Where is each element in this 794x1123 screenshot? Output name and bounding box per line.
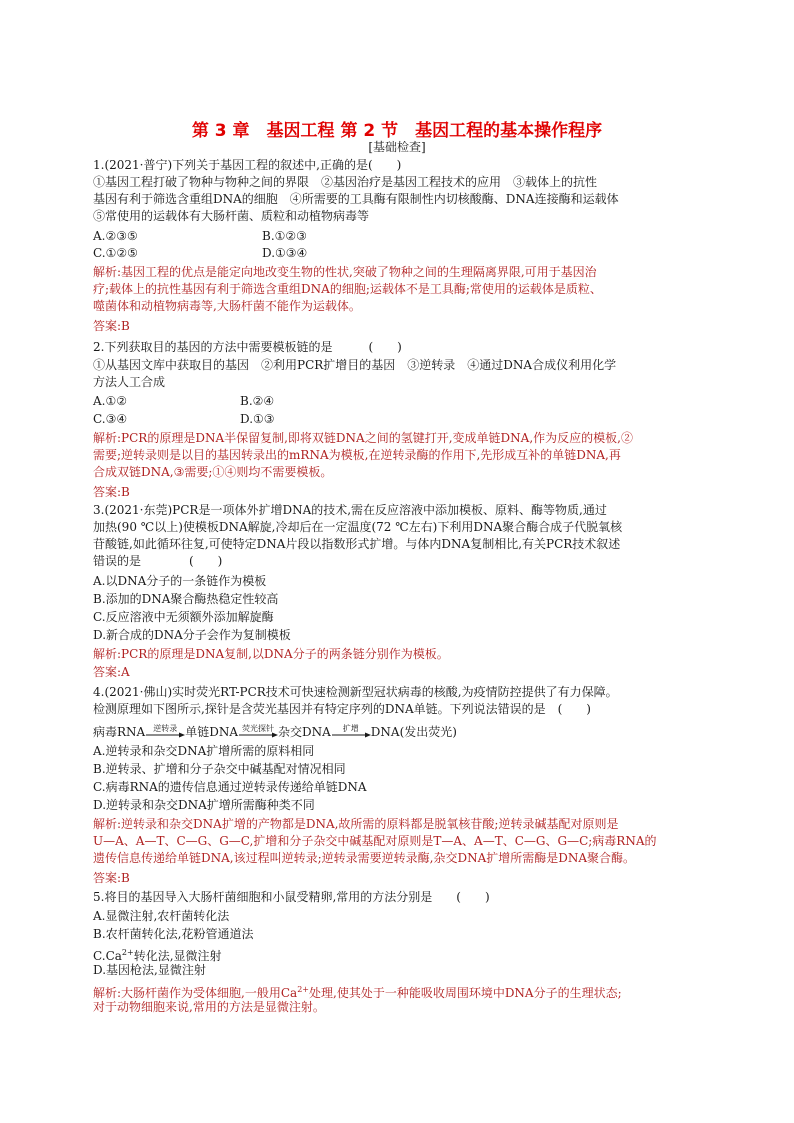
question-5-explanation: 对于动物细胞来说,常用的方法是显微注射。 (93, 1000, 325, 1014)
question-1-statement: 基因有利于筛选含重组DNA的细胞 ④所需要的工具酶有限制性内切核酸酶、DNA连接酶和运载体 (93, 192, 619, 206)
flow-node-fluorescent-dna: DNA(发出荧光) (370, 725, 457, 739)
flow-arrow-label: 逆转录 (153, 724, 178, 733)
question-4-explanation: U—A、A—T、C—G、G—C,扩增和分子杂交中碱基配对原则是T—A、A—T、C—G、G—C;病毒RNA的 (93, 834, 657, 848)
question-1-explanation: 噬菌体和动植物病毒等,大肠杆菌不能作为运载体。 (93, 299, 361, 313)
question-2-explanation: 合成双链DNA,③需要;①④则均不需要模板。 (93, 465, 333, 479)
question-3-option-c: C.反应溶液中无须额外添加解旋酶 (93, 610, 274, 624)
right-arrow-icon (238, 732, 278, 738)
question-2-answer: 答案:B (93, 485, 130, 499)
question-1-statement: ①基因工程打破了物种与物种之间的界限 ②基因治疗是基因工程技术的应用 ③载体上的抗性 (93, 175, 598, 189)
question-4-stem: 检测原理如下图所示,探针是含荧光基因并有特定序列的DNA单链。下列说法错误的是 ( ) (93, 702, 591, 716)
question-1-stem: 1.(2021·普宁)下列关于基因工程的叙述中,正确的是( ) (93, 158, 402, 172)
question-4-answer: 答案:B (93, 871, 130, 885)
right-arrow-icon (145, 732, 185, 738)
superscript: 2+ (297, 985, 309, 994)
question-5-option-b: B.农杆菌转化法,花粉管通道法 (93, 927, 254, 941)
question-3-option-d: D.新合成的DNA分子会作为复制模板 (93, 628, 291, 642)
question-4-explanation: 解析:逆转录和杂交DNA扩增的产物都是DNA,故所需的原料都是脱氧核苷酸;逆转录碱基配对原则是 (93, 817, 619, 831)
question-3-option-b: B.添加的DNA聚合酶热稳定性较高 (93, 592, 279, 606)
question-1-option-b: B.①②③ (262, 229, 307, 243)
question-3-answer: 答案:A (93, 665, 130, 679)
question-2-explanation: 需要;逆转录则是以目的基因转录出的mRNA为模板,在逆转录酶的作用下,先形成互补的单链DNA,再 (93, 448, 621, 462)
option-text: 转化法,显微注射 (133, 949, 222, 963)
question-4-explanation: 遗传信息传递给单链DNA,该过程叫逆转录;逆转录需要逆转录酶,杂交DNA扩增所需酶是DNA聚合酶。 (93, 851, 636, 865)
flow-node-hybrid-dna: 杂交DNA (278, 725, 331, 739)
question-2-option-c: C.③④ (93, 412, 128, 426)
question-2-option-d: D.①③ (240, 412, 275, 426)
flow-arrow-amplification (331, 724, 371, 741)
question-5-stem: 5.将目的基因导入大肠杆菌细胞和小鼠受精卵,常用的方法分别是 ( ) (93, 890, 490, 904)
section-subtitle: [基础检查] (368, 140, 426, 154)
question-1-option-d: D.①③④ (262, 246, 308, 260)
question-3-stem: 错误的是 ( ) (93, 554, 223, 568)
flow-arrow-label: 荧光探针 (242, 724, 274, 733)
explanation-text: 解析:大肠杆菌作为受体细胞,一般用Ca (93, 986, 298, 1000)
question-4-option-b: B.逆转录、扩增和分子杂交中碱基配对情况相同 (93, 762, 346, 776)
flow-node-viral-rna: 病毒RNA (93, 725, 146, 739)
question-2-stem: 2.下列获取目的基因的方法中需要模板链的是 ( ) (93, 340, 402, 354)
flow-arrow-reverse-transcription (145, 724, 185, 741)
question-4-stem: 4.(2021·佛山)实时荧光RT-PCR技术可快速检测新型冠状病毒的核酸,为疫情防控提供了有力保障。 (93, 685, 618, 699)
question-4-option-a: A.逆转录和杂交DNA扩增所需的原料相同 (93, 744, 315, 758)
question-3-stem: 3.(2021·东莞)PCR是一项体外扩增DNA的技术,需在反应溶液中添加模板、原料、酶等物质,通过 (93, 503, 607, 517)
question-2-option-a: A.①② (93, 394, 127, 408)
question-1-explanation: 解析:基因工程的优点是能定向地改变生物的性状,突破了物种之间的生理隔离界限,可用于基因治 (93, 265, 597, 279)
right-arrow-icon (331, 732, 371, 738)
option-text: C.Ca (93, 949, 122, 963)
flow-arrow-fluorescent-probe (238, 724, 278, 741)
detection-flow-diagram (93, 724, 457, 741)
question-2-explanation: 解析:PCR的原理是DNA半保留复制,即将双链DNA之间的氢键打开,变成单链DNA,作为反应的模板,② (93, 431, 633, 445)
question-5-option-d: D.基因枪法,显微注射 (93, 963, 206, 977)
question-1-explanation: 疗;载体上的抗性基因有利于筛选含重组DNA的细胞;运载体不是工具酶;常使用的运载体是质粒、 (93, 282, 602, 296)
question-5-option-a: A.显微注射,农杆菌转化法 (93, 909, 230, 923)
question-1-option-a: A.②③⑤ (93, 229, 138, 243)
question-1-option-c: C.①②⑤ (93, 246, 138, 260)
question-3-stem: 加热(90 ℃以上)使模板DNA解旋,冷却后在一定温度(72 ℃左右)下利用DNA聚合酶合成子代脱氧核 (93, 520, 623, 534)
question-1-statement: ⑤常使用的运载体有大肠杆菌、质粒和动植物病毒等 (93, 209, 370, 223)
question-3-explanation: 解析:PCR的原理是DNA复制,以DNA分子的两条链分别作为模板。 (93, 647, 449, 661)
superscript: 2+ (121, 948, 134, 957)
question-3-stem: 苷酸链,如此循环往复,可使特定DNA片段以指数形式扩增。与体内DNA复制相比,有关PCR技术叙述 (93, 537, 621, 551)
flow-arrow-label: 扩增 (342, 724, 359, 733)
question-2-option-b: B.②④ (240, 394, 275, 408)
question-2-statement: 方法人工合成 (93, 375, 166, 389)
page-title: 第 3 章 基因工程 第 2 节 基因工程的基本操作程序 (191, 121, 603, 141)
explanation-text: 处理,使其处于一种能吸收周围环境中DNA分子的生理状态; (309, 986, 622, 1000)
question-1-answer: 答案:B (93, 319, 130, 333)
question-4-option-c: C.病毒RNA的遗传信息通过逆转录传递给单链DNA (93, 780, 367, 794)
question-4-option-d: D.逆转录和杂交DNA扩增所需酶种类不同 (93, 798, 315, 812)
flow-node-single-strand-dna: 单链DNA (185, 725, 238, 739)
question-3-option-a: A.以DNA分子的一条链作为模板 (93, 574, 267, 588)
question-2-statement: ①从基因文库中获取目的基因 ②利用PCR扩增目的基因 ③逆转录 ④通过DNA合成仪利用化学 (93, 358, 617, 372)
